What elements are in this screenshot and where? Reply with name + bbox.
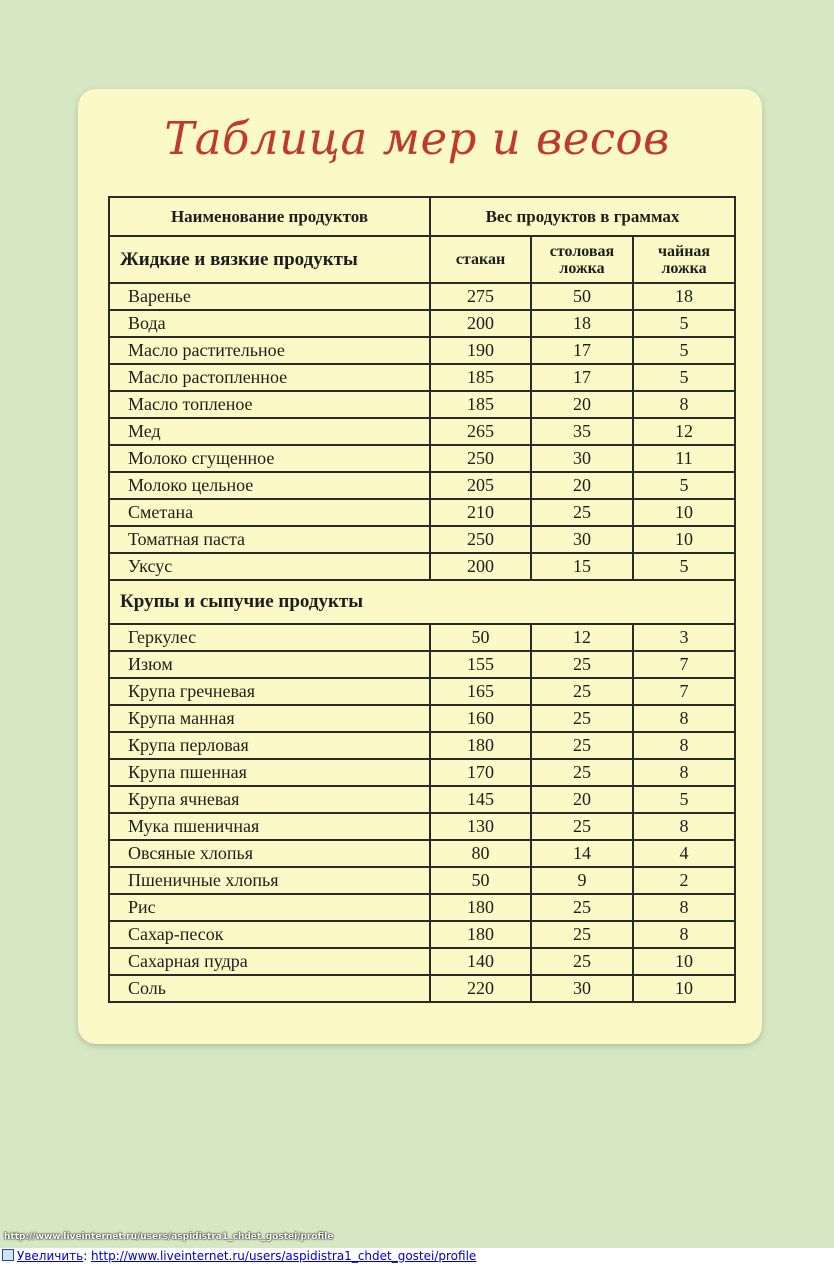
product-name: Варенье xyxy=(109,283,430,310)
product-name: Пшеничные хлопья xyxy=(109,867,430,894)
tablespoon-value: 17 xyxy=(531,337,633,364)
teaspoon-value: 2 xyxy=(633,867,735,894)
glass-value: 160 xyxy=(430,705,531,732)
teaspoon-value: 5 xyxy=(633,553,735,580)
tablespoon-value: 25 xyxy=(531,732,633,759)
table-row xyxy=(109,283,735,310)
table-row xyxy=(109,418,735,445)
tablespoon-value: 35 xyxy=(531,418,633,445)
glass-value: 205 xyxy=(430,472,531,499)
liquid-rows xyxy=(109,283,735,580)
tablespoon-value: 25 xyxy=(531,894,633,921)
table-row xyxy=(109,445,735,472)
glass-value: 250 xyxy=(430,445,531,472)
product-name: Сметана xyxy=(109,499,430,526)
teaspoon-value: 18 xyxy=(633,283,735,310)
glass-value: 200 xyxy=(430,553,531,580)
category-row-dry xyxy=(109,580,735,624)
teaspoon-value: 10 xyxy=(633,948,735,975)
teaspoon-value: 8 xyxy=(633,759,735,786)
tablespoon-value: 17 xyxy=(531,364,633,391)
teaspoon-value: 7 xyxy=(633,651,735,678)
table-row xyxy=(109,391,735,418)
tablespoon-value: 20 xyxy=(531,472,633,499)
watermark-url: http://www.liveinternet.ru/users/aspidistra1_chdet_gostei/profile xyxy=(4,1232,334,1242)
teaspoon-value: 10 xyxy=(633,499,735,526)
zoom-icon[interactable] xyxy=(2,1249,14,1261)
teaspoon-value: 8 xyxy=(633,894,735,921)
header-weight: Вес продуктов в граммах xyxy=(430,197,735,236)
teaspoon-value: 3 xyxy=(633,624,735,651)
teaspoon-value: 10 xyxy=(633,526,735,553)
table-row xyxy=(109,705,735,732)
glass-value: 250 xyxy=(430,526,531,553)
product-name: Крупа манная xyxy=(109,705,430,732)
table-row xyxy=(109,499,735,526)
table-row xyxy=(109,786,735,813)
tablespoon-value: 15 xyxy=(531,553,633,580)
unit-tablespoon: столовая ложка xyxy=(531,236,633,283)
table-row xyxy=(109,553,735,580)
teaspoon-value: 10 xyxy=(633,975,735,1002)
table-row xyxy=(109,894,735,921)
product-name: Крупа гречневая xyxy=(109,678,430,705)
footer-bar: Увеличить: http://www.liveinternet.ru/users/aspidistra1_chdet_gostei/profile xyxy=(0,1248,834,1264)
teaspoon-value: 5 xyxy=(633,364,735,391)
teaspoon-value: 8 xyxy=(633,391,735,418)
product-name: Вода xyxy=(109,310,430,337)
header-product-name: Наименование продуктов xyxy=(109,197,430,236)
page-title: Таблица мер и весов xyxy=(164,112,670,165)
tablespoon-value: 30 xyxy=(531,445,633,472)
tablespoon-value: 25 xyxy=(531,948,633,975)
tablespoon-value: 25 xyxy=(531,759,633,786)
table-row xyxy=(109,921,735,948)
product-name: Томатная паста xyxy=(109,526,430,553)
teaspoon-value: 5 xyxy=(633,337,735,364)
teaspoon-value: 5 xyxy=(633,786,735,813)
product-name: Сахарная пудра xyxy=(109,948,430,975)
glass-value: 275 xyxy=(430,283,531,310)
product-name: Уксус xyxy=(109,553,430,580)
zoom-label: Увеличить xyxy=(17,1249,84,1263)
product-name: Крупа перловая xyxy=(109,732,430,759)
tablespoon-value: 14 xyxy=(531,840,633,867)
tablespoon-value: 30 xyxy=(531,975,633,1002)
glass-value: 180 xyxy=(430,894,531,921)
teaspoon-value: 5 xyxy=(633,472,735,499)
glass-value: 200 xyxy=(430,310,531,337)
table-row xyxy=(109,813,735,840)
table-row xyxy=(109,472,735,499)
glass-value: 185 xyxy=(430,391,531,418)
table-row xyxy=(109,364,735,391)
glass-value: 210 xyxy=(430,499,531,526)
table-row xyxy=(109,310,735,337)
tablespoon-value: 50 xyxy=(531,283,633,310)
glass-value: 165 xyxy=(430,678,531,705)
tablespoon-value: 18 xyxy=(531,310,633,337)
glass-value: 80 xyxy=(430,840,531,867)
table-row xyxy=(109,651,735,678)
product-name: Овсяные хлопья xyxy=(109,840,430,867)
product-name: Крупа пшенная xyxy=(109,759,430,786)
tablespoon-value: 25 xyxy=(531,651,633,678)
product-name: Соль xyxy=(109,975,430,1002)
unit-teaspoon: чайная ложка xyxy=(633,236,735,283)
glass-value: 145 xyxy=(430,786,531,813)
product-name: Масло топленое xyxy=(109,391,430,418)
glass-value: 170 xyxy=(430,759,531,786)
glass-value: 50 xyxy=(430,624,531,651)
table-row xyxy=(109,526,735,553)
table-row xyxy=(109,624,735,651)
teaspoon-value: 5 xyxy=(633,310,735,337)
teaspoon-value: 8 xyxy=(633,921,735,948)
teaspoon-value: 8 xyxy=(633,813,735,840)
glass-value: 190 xyxy=(430,337,531,364)
table-row xyxy=(109,975,735,1002)
tablespoon-value: 25 xyxy=(531,678,633,705)
product-name: Молоко цельное xyxy=(109,472,430,499)
product-name: Крупа ячневая xyxy=(109,786,430,813)
tablespoon-value: 9 xyxy=(531,867,633,894)
glass-value: 180 xyxy=(430,732,531,759)
teaspoon-value: 7 xyxy=(633,678,735,705)
glass-value: 265 xyxy=(430,418,531,445)
teaspoon-value: 8 xyxy=(633,732,735,759)
product-name: Сахар-песок xyxy=(109,921,430,948)
tablespoon-value: 12 xyxy=(531,624,633,651)
measures-table xyxy=(108,196,736,1003)
glass-value: 185 xyxy=(430,364,531,391)
glass-value: 140 xyxy=(430,948,531,975)
glass-value: 130 xyxy=(430,813,531,840)
tablespoon-value: 25 xyxy=(531,813,633,840)
teaspoon-value: 11 xyxy=(633,445,735,472)
zoom-link[interactable] xyxy=(17,1249,83,1263)
teaspoon-value: 4 xyxy=(633,840,735,867)
teaspoon-value: 12 xyxy=(633,418,735,445)
glass-value: 180 xyxy=(430,921,531,948)
table-row xyxy=(109,732,735,759)
dry-rows xyxy=(109,624,735,1002)
tablespoon-value: 25 xyxy=(531,705,633,732)
table-row xyxy=(109,337,735,364)
glass-value: 155 xyxy=(430,651,531,678)
tablespoon-value: 20 xyxy=(531,786,633,813)
tablespoon-value: 20 xyxy=(531,391,633,418)
product-name: Молоко сгущенное xyxy=(109,445,430,472)
product-name: Рис xyxy=(109,894,430,921)
teaspoon-value: 8 xyxy=(633,705,735,732)
profile-link[interactable]: http://www.liveinternet.ru/users/aspidistra1_chdet_gostei/profile xyxy=(91,1249,477,1263)
table-row xyxy=(109,840,735,867)
table-row xyxy=(109,678,735,705)
glass-value: 50 xyxy=(430,867,531,894)
glass-value: 220 xyxy=(430,975,531,1002)
table-row xyxy=(109,759,735,786)
product-name: Масло растительное xyxy=(109,337,430,364)
tablespoon-value: 30 xyxy=(531,526,633,553)
table-row xyxy=(109,867,735,894)
product-name: Геркулес xyxy=(109,624,430,651)
product-name: Мед xyxy=(109,418,430,445)
tablespoon-value: 25 xyxy=(531,499,633,526)
table-row xyxy=(109,948,735,975)
product-name: Мука пшеничная xyxy=(109,813,430,840)
category-liquid: Жидкие и вязкие продукты xyxy=(109,236,430,283)
product-name: Изюм xyxy=(109,651,430,678)
tablespoon-value: 25 xyxy=(531,921,633,948)
category-dry: Крупы и сыпучие продукты xyxy=(109,580,735,624)
product-name: Масло растопленное xyxy=(109,364,430,391)
unit-glass: стакан xyxy=(430,236,531,283)
